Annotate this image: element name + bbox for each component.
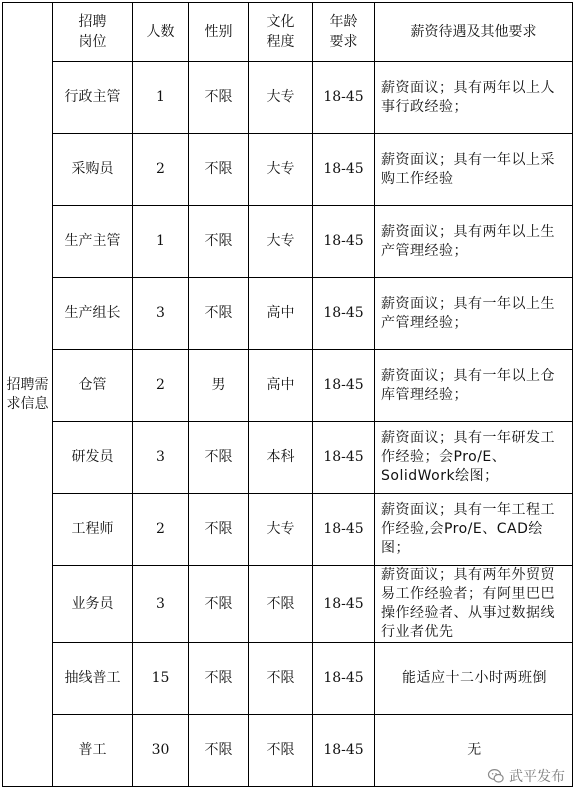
wechat-icon [487, 767, 505, 785]
table-row [3, 422, 573, 494]
count-cell: 3 [133, 278, 189, 350]
requirements-cell: 能适应十二小时两班倒 [375, 643, 573, 715]
requirements-cell: 薪资面议；具有一年研发工作经验；会Pro/E、SolidWork绘图； [375, 422, 573, 494]
gender-cell: 不限 [189, 715, 249, 787]
watermark [487, 766, 565, 786]
count-cell: 3 [133, 422, 189, 494]
requirements-cell: 薪资面议；具有一年以上仓库管理经验； [375, 350, 573, 422]
position-cell: 业务员 [53, 566, 133, 643]
gender-cell: 不限 [189, 206, 249, 278]
requirements-cell: 薪资面议；具有一年以上采购工作经验 [375, 134, 573, 206]
age-cell: 18-45 [313, 422, 375, 494]
education-cell: 不限 [249, 715, 313, 787]
age-cell: 18-45 [313, 206, 375, 278]
education-cell: 大专 [249, 134, 313, 206]
age-cell: 18-45 [313, 278, 375, 350]
header-age: 年龄要求 [313, 3, 375, 62]
table-row [3, 134, 573, 206]
count-cell: 15 [133, 643, 189, 715]
count-cell: 2 [133, 350, 189, 422]
age-cell: 18-45 [313, 62, 375, 134]
count-cell: 1 [133, 62, 189, 134]
education-cell: 大专 [249, 206, 313, 278]
table-row [3, 566, 573, 643]
gender-cell: 不限 [189, 134, 249, 206]
position-cell: 生产组长 [53, 278, 133, 350]
education-cell: 高中 [249, 350, 313, 422]
education-cell: 本科 [249, 422, 313, 494]
age-cell: 18-45 [313, 134, 375, 206]
position-cell: 仓管 [53, 350, 133, 422]
requirements-cell: 薪资面议；具有两年外贸贸易工作经验者；有阿里巴巴操作经验者、从事过数据线行业者优先 [375, 566, 573, 643]
position-cell: 工程师 [53, 494, 133, 566]
requirements-cell: 薪资面议；具有一年工程工作经验,会Pro/E、CAD绘图； [375, 494, 573, 566]
table-row [3, 62, 573, 134]
table-row [3, 350, 573, 422]
age-cell: 18-45 [313, 643, 375, 715]
header-gender: 性别 [189, 3, 249, 62]
count-cell: 30 [133, 715, 189, 787]
gender-cell: 不限 [189, 422, 249, 494]
gender-cell: 不限 [189, 278, 249, 350]
count-cell: 2 [133, 134, 189, 206]
table-row [3, 278, 573, 350]
count-cell: 3 [133, 566, 189, 643]
education-cell: 大专 [249, 62, 313, 134]
position-cell: 采购员 [53, 134, 133, 206]
header-row [3, 3, 573, 62]
age-cell: 18-45 [313, 715, 375, 787]
requirements-cell: 薪资面议；具有两年以上人事行政经验； [375, 62, 573, 134]
position-cell: 生产主管 [53, 206, 133, 278]
education-cell: 大专 [249, 494, 313, 566]
gender-cell: 不限 [189, 566, 249, 643]
requirements-cell: 无 [375, 715, 573, 787]
age-cell: 18-45 [313, 494, 375, 566]
header-count: 人数 [133, 3, 189, 62]
education-cell: 高中 [249, 278, 313, 350]
position-cell: 行政主管 [53, 62, 133, 134]
table-row [3, 206, 573, 278]
education-cell: 不限 [249, 643, 313, 715]
education-cell: 不限 [249, 566, 313, 643]
position-cell: 普工 [53, 715, 133, 787]
header-position: 招聘岗位 [53, 3, 133, 62]
position-cell: 抽线普工 [53, 643, 133, 715]
count-cell: 2 [133, 494, 189, 566]
table-row [3, 643, 573, 715]
recruitment-table [2, 2, 573, 787]
age-cell: 18-45 [313, 566, 375, 643]
table-row [3, 494, 573, 566]
header-requirements: 薪资待遇及其他要求 [375, 3, 573, 62]
position-cell: 研发员 [53, 422, 133, 494]
gender-cell: 不限 [189, 494, 249, 566]
gender-cell: 男 [189, 350, 249, 422]
requirements-cell: 薪资面议；具有两年以上生产管理经验； [375, 206, 573, 278]
count-cell: 1 [133, 206, 189, 278]
header-education: 文化程度 [249, 3, 313, 62]
gender-cell: 不限 [189, 643, 249, 715]
section-label: 招聘需求信息 [3, 3, 53, 787]
gender-cell: 不限 [189, 62, 249, 134]
requirements-cell: 薪资面议；具有一年以上生产管理经验； [375, 278, 573, 350]
age-cell: 18-45 [313, 350, 375, 422]
watermark-text: 武平发布 [509, 769, 565, 785]
